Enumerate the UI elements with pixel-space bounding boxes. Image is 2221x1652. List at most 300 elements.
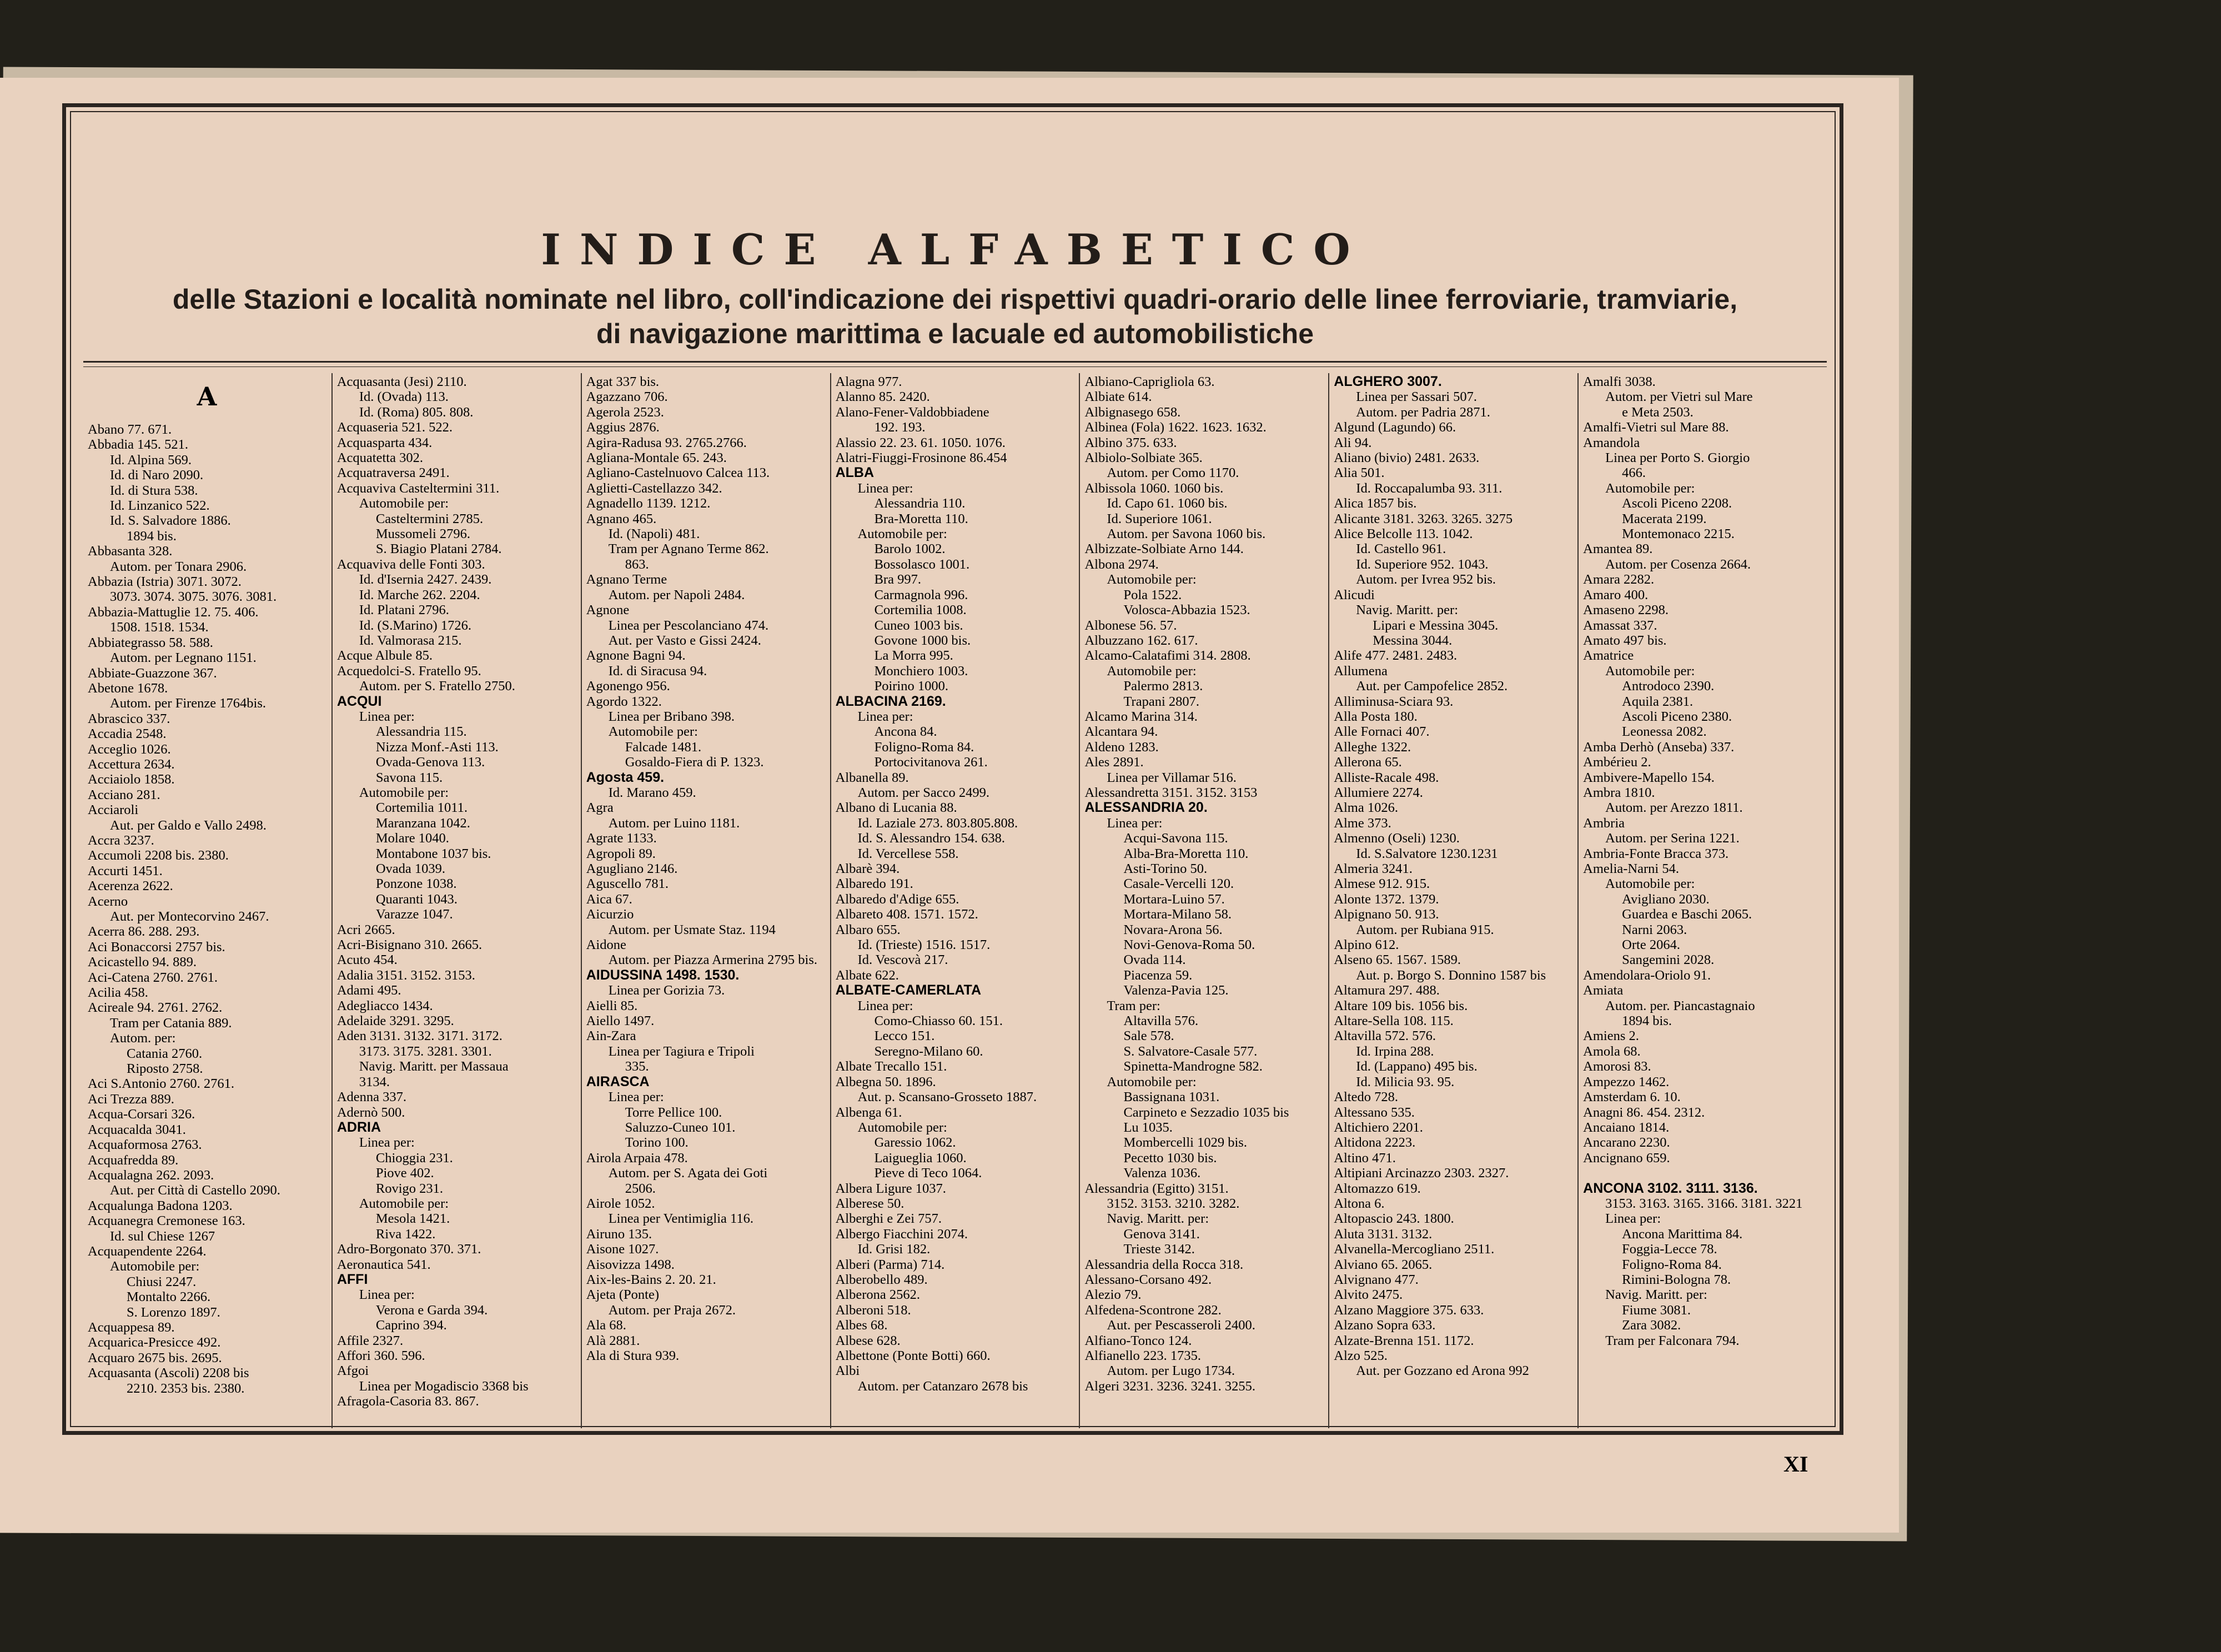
index-entry: 3134. — [359, 1074, 390, 1089]
index-entry: Albettone (Ponte Botti) 660. — [835, 1348, 991, 1363]
index-entry: Aldeno 1283. — [1084, 739, 1159, 755]
index-entry: Acquasanta (Ascoli) 2208 bis — [88, 1365, 249, 1381]
index-entry: Albaredo d'Adige 655. — [835, 891, 959, 907]
index-entry: Alle Fornaci 407. — [1334, 724, 1430, 740]
index-entry: Aci-Catena 2760. 2761. — [88, 970, 218, 985]
index-entry: Aggius 2876. — [586, 420, 660, 435]
index-entry: Messina 3044. — [1373, 632, 1453, 648]
index-entry: Autom. per Lugo 1734. — [1107, 1363, 1235, 1379]
index-entry: Albi — [835, 1363, 860, 1379]
index-entry: Albino 375. 633. — [1084, 435, 1177, 450]
index-entry: Albate Trecallo 151. — [835, 1059, 947, 1074]
index-entry: Alliminusa-Sciara 93. — [1334, 694, 1454, 709]
index-entry: 3152. 3153. 3210. 3282. — [1107, 1196, 1240, 1211]
index-entry: Acquaformosa 2763. — [88, 1137, 202, 1153]
index-entry: Accumoli 2208 bis. 2380. — [88, 848, 229, 863]
index-entry: Falcade 1481. — [625, 739, 702, 755]
index-entry: Ala di Stura 939. — [586, 1348, 680, 1363]
index-entry: Alvito 2475. — [1334, 1287, 1403, 1303]
index-entry: Amola 68. — [1583, 1043, 1641, 1059]
index-entry: Alatri-Fiuggi-Frosinone 86.454 — [835, 450, 1007, 466]
index-entry: Automobile per: — [1107, 663, 1197, 679]
index-column-2 — [331, 373, 581, 1428]
index-entry: Adegliacco 1434. — [336, 998, 433, 1013]
index-entry: Albanella 89. — [835, 770, 909, 785]
index-entry: Altessano 535. — [1334, 1104, 1415, 1120]
index-entry: Affile 2327. — [336, 1333, 404, 1348]
index-entry: Ancignano 659. — [1583, 1150, 1670, 1166]
index-entry: Montalto 2266. — [127, 1289, 211, 1305]
index-entry: Seregno-Milano 60. — [874, 1043, 983, 1059]
index-entry: Abetone 1678. — [88, 680, 168, 696]
index-entry: Acerno — [88, 893, 128, 909]
index-entry: Albuzzano 162. 617. — [1084, 632, 1198, 648]
index-entry: Spinetta-Mandrogne 582. — [1123, 1059, 1263, 1074]
index-entry: Barolo 1002. — [874, 541, 946, 557]
index-entry: Ala 68. — [586, 1318, 626, 1333]
index-entry: Autom. per Usmate Staz. 1194 — [608, 922, 776, 937]
index-entry: Acceglio 1026. — [88, 741, 171, 757]
index-entry: Agazzano 706. — [586, 389, 668, 405]
index-entry: Avigliano 2030. — [1622, 891, 1710, 907]
index-entry: Agliano-Castelnuovo Calcea 113. — [586, 465, 770, 481]
index-entry: Alassio 22. 23. 61. 1050. 1076. — [835, 435, 1006, 450]
index-entry: Mortara-Luino 57. — [1123, 891, 1225, 907]
index-column-6 — [1328, 373, 1577, 1428]
index-entry: Automobile per: — [857, 526, 947, 542]
index-entry: Genova 3141. — [1123, 1226, 1200, 1242]
index-entry: Acquappesa 89. — [88, 1319, 175, 1335]
index-entry: Altona 6. — [1334, 1196, 1385, 1211]
index-entry: Abbazia-Mattuglie 12. 75. 406. — [88, 604, 259, 620]
index-entry: Agonengo 956. — [586, 679, 670, 694]
index-heading: Agosta 459. — [586, 770, 665, 785]
index-entry: Laigueglia 1060. — [874, 1150, 967, 1166]
index-entry: Ambria-Fonte Bracca 373. — [1583, 846, 1729, 861]
index-entry: Alba-Bra-Moretta 110. — [1123, 846, 1249, 861]
index-entry: Portocivitanova 261. — [874, 755, 988, 770]
index-entry: Mussomeli 2796. — [375, 526, 471, 542]
index-entry: Acciano 281. — [88, 787, 160, 802]
index-entry: Altare-Sella 108. 115. — [1334, 1013, 1454, 1029]
index-entry: Alicudi — [1334, 587, 1375, 602]
index-entry: Id. Laziale 273. 803.805.808. — [857, 815, 1018, 831]
index-entry: Altare 109 bis. 1056 bis. — [1334, 998, 1468, 1013]
index-entry: Piacenza 59. — [1123, 967, 1193, 983]
index-entry: Alagna 977. — [835, 374, 902, 389]
index-entry: Anagni 86. 454. 2312. — [1583, 1104, 1705, 1120]
index-entry: Agnano 465. — [586, 511, 657, 526]
index-entry: Riva 1422. — [375, 1226, 436, 1242]
index-entry: Id. sul Chiese 1267 — [110, 1228, 215, 1244]
index-entry: Aci Trezza 889. — [88, 1091, 174, 1107]
index-entry: Id. Capo 61. 1060 bis. — [1107, 496, 1228, 511]
index-entry: 1894 bis. — [127, 528, 177, 544]
index-entry: Albiate 614. — [1084, 389, 1152, 405]
index-entry: Agnadello 1139. 1212. — [586, 496, 711, 511]
index-heading: ALESSANDRIA 20. — [1084, 800, 1208, 816]
index-entry: Leonessa 2082. — [1622, 724, 1707, 740]
index-entry: Autom. per Como 1170. — [1107, 465, 1239, 481]
index-entry: Amelia-Narni 54. — [1583, 861, 1679, 876]
index-entry: Abbazia (Istria) 3071. 3072. — [88, 574, 242, 590]
index-entry: Amandola — [1583, 435, 1640, 450]
index-entry: 466. — [1622, 465, 1646, 481]
index-entry: Acciaiolo 1858. — [88, 772, 175, 787]
index-entry: Acquedolci-S. Fratello 95. — [336, 663, 481, 679]
index-entry: Ali 94. — [1334, 435, 1372, 450]
index-entry: Guardea e Baschi 2065. — [1622, 907, 1752, 922]
index-entry: Navig. Maritt. per Massaua — [359, 1059, 509, 1074]
index-entry: Aut. per Montecorvino 2467. — [110, 909, 269, 924]
index-heading: AFFI — [336, 1272, 368, 1287]
index-entry: Autom. per: — [110, 1031, 176, 1046]
index-entry: Allumena — [1334, 663, 1388, 679]
index-entry: Alessano-Corsano 492. — [1084, 1272, 1212, 1287]
index-entry: Albaredo 191. — [835, 876, 913, 892]
index-entry: Altopascio 243. 1800. — [1334, 1211, 1454, 1227]
index-entry: Albegna 50. 1896. — [835, 1074, 936, 1089]
index-entry: Cuneo 1003 bis. — [874, 617, 963, 633]
index-entry: Albera Ligure 1037. — [835, 1181, 946, 1196]
index-entry: Id. di Naro 2090. — [110, 468, 204, 483]
index-entry: Alcamo Marina 314. — [1084, 709, 1198, 724]
index-entry: 1508. 1518. 1534. — [110, 620, 209, 635]
index-entry: Bassignana 1031. — [1123, 1089, 1220, 1105]
index-entry: Id. Irpina 288. — [1356, 1043, 1434, 1059]
index-entry: Autom. per Savona 1060 bis. — [1107, 526, 1266, 542]
index-entry: Agnone Bagni 94. — [586, 648, 686, 664]
index-entry: Ales 2891. — [1084, 755, 1144, 770]
index-entry: Alseno 65. 1567. 1589. — [1334, 952, 1461, 968]
index-entry: Autom. per Legnano 1151. — [110, 650, 257, 666]
index-entry: Montemonaco 2215. — [1622, 526, 1735, 542]
index-entry: Ambérieu 2. — [1583, 755, 1651, 770]
index-entry: 2210. 2353 bis. 2380. — [127, 1380, 245, 1396]
index-entry: Alberona 2562. — [835, 1287, 920, 1303]
index-entry: Ascoli Piceno 2380. — [1622, 709, 1732, 724]
index-entry: Almenno (Oseli) 1230. — [1334, 831, 1460, 846]
index-entry: Ponzone 1038. — [375, 876, 457, 892]
index-column-5 — [1079, 373, 1328, 1428]
index-entry: Automobile per: — [1605, 663, 1695, 679]
index-entry: Linea per: — [608, 1089, 664, 1105]
index-entry: Alleghe 1322. — [1334, 739, 1411, 755]
index-entry: Gosaldo-Fiera di P. 1323. — [625, 755, 764, 770]
index-entry: Torino 100. — [625, 1135, 689, 1151]
index-entry: Linea per: — [359, 1135, 415, 1151]
index-entry: Pieve di Teco 1064. — [874, 1166, 982, 1181]
index-entry: Maranzana 1042. — [375, 815, 470, 831]
index-entry: Alfianello 223. 1735. — [1084, 1348, 1202, 1363]
index-entry: Acri 2665. — [336, 922, 395, 937]
index-entry: Id. Marano 459. — [608, 785, 696, 800]
index-entry: Tram per Catania 889. — [110, 1015, 232, 1031]
index-entry: Abbadia 145. 521. — [88, 437, 188, 453]
index-entry: Id. Linzanico 522. — [110, 498, 210, 514]
index-entry: Autom. per Piazza Armerina 2795 bis. — [608, 952, 817, 968]
index-heading: ALBATE-CAMERLATA — [835, 983, 982, 998]
index-entry: Acqualunga Badona 1203. — [88, 1198, 233, 1213]
index-entry: Monchiero 1003. — [874, 663, 968, 679]
index-entry: Alviano 65. 2065. — [1334, 1257, 1433, 1272]
index-entry: Aeronautica 541. — [336, 1257, 431, 1272]
index-entry: Autom. per. Piancastagnaio — [1605, 998, 1755, 1013]
index-entry: Molare 1040. — [375, 831, 449, 846]
index-entry: Ampezzo 1462. — [1583, 1074, 1670, 1089]
index-entry: Aica 67. — [586, 891, 632, 907]
index-entry: Acicastello 94. 889. — [88, 955, 197, 970]
index-entry: Cortemilia 1011. — [375, 800, 468, 816]
index-entry: Autom. per Catanzaro 2678 bis — [857, 1378, 1028, 1394]
index-entry: Alme 373. — [1334, 815, 1391, 831]
index-entry: e Meta 2503. — [1622, 404, 1694, 420]
index-entry: Adami 495. — [336, 983, 401, 998]
index-entry: Linea per Gorizia 73. — [608, 983, 725, 998]
index-heading: AIDUSSINA 1498. 1530. — [586, 967, 740, 983]
index-entry: Poirino 1000. — [874, 679, 948, 694]
index-heading: ADRIA — [336, 1119, 381, 1135]
title-rule-thin — [83, 366, 1827, 367]
index-entry: Autom. per Sacco 2499. — [857, 785, 990, 800]
index-entry: Autom. per Cosenza 2664. — [1605, 556, 1751, 572]
index-entry: Automobile per: — [110, 1259, 200, 1274]
index-entry: Linea per Sassari 507. — [1356, 389, 1478, 405]
index-entry: Agat 337 bis. — [586, 374, 660, 389]
index-entry: Orte 2064. — [1622, 937, 1680, 953]
index-entry: Algeri 3231. 3236. 3241. 3255. — [1084, 1378, 1256, 1394]
index-entry: Id. d'Isernia 2427. 2439. — [359, 572, 492, 588]
index-entry: Chioggia 231. — [375, 1150, 453, 1166]
index-entry: Amiens 2. — [1583, 1028, 1639, 1044]
index-entry: Adalia 3151. 3152. 3153. — [336, 967, 475, 983]
index-entry: Id. Castello 961. — [1356, 541, 1446, 557]
index-entry: Id. (Trieste) 1516. 1517. — [857, 937, 991, 953]
index-entry: Albona 2974. — [1084, 556, 1159, 572]
index-entry: Verona e Garda 394. — [375, 1302, 488, 1318]
index-entry: Linea per Porto S. Giorgio — [1605, 450, 1750, 466]
index-entry: Aut. per Vasto e Gissi 2424. — [608, 632, 761, 648]
index-entry: Id. S. Alessandro 154. 638. — [857, 831, 1005, 846]
index-entry: Tram per Agnano Terme 862. — [608, 541, 769, 557]
index-entry: Savona 115. — [375, 770, 443, 785]
index-entry: Aix-les-Bains 2. 20. 21. — [586, 1272, 716, 1287]
index-entry: Aut. per Pescasseroli 2400. — [1107, 1318, 1255, 1333]
index-entry: Acqua-Corsari 326. — [88, 1107, 195, 1122]
index-entry: Acerra 86. 288. 293. — [88, 924, 200, 940]
index-entry: Autom. per Tonara 2906. — [110, 559, 247, 574]
index-entry: Alicante 3181. 3263. 3265. 3275 — [1334, 511, 1513, 526]
index-entry: Altino 471. — [1334, 1150, 1396, 1166]
index-entry: Bossolasco 1001. — [874, 556, 970, 572]
index-entry: Id. (Roma) 805. 808. — [359, 404, 474, 420]
index-entry: Aquila 2381. — [1622, 694, 1694, 709]
index-entry: Varazze 1047. — [375, 907, 453, 922]
index-entry: Autom. per Serina 1221. — [1605, 831, 1740, 846]
index-entry: Id. (Ovada) 113. — [359, 389, 449, 405]
index-entry: Affori 360. 596. — [336, 1348, 425, 1363]
index-entry: Agira-Radusa 93. 2765.2766. — [586, 435, 747, 450]
index-entry: Trieste 3142. — [1123, 1242, 1195, 1257]
index-entry: Aci S.Antonio 2760. 2761. — [88, 1076, 235, 1092]
index-entry: Casteltermini 2785. — [375, 511, 484, 526]
index-entry: S. Biagio Platani 2784. — [375, 541, 502, 557]
index-entry: Altidona 2223. — [1334, 1135, 1416, 1151]
index-entry: Albergo Fiacchini 2074. — [835, 1226, 968, 1242]
index-entry: Automobile per: — [359, 1196, 449, 1211]
index-entry: Automobile per: — [857, 1119, 947, 1135]
index-entry: Alvanella-Mercogliano 2511. — [1334, 1242, 1495, 1257]
index-entry: Autom. per Praja 2672. — [608, 1302, 736, 1318]
index-entry: Garessio 1062. — [874, 1135, 956, 1151]
index-entry: Alberese 50. — [835, 1196, 905, 1211]
index-heading: AIRASCA — [586, 1074, 650, 1089]
index-entry: Agerola 2523. — [586, 404, 664, 420]
index-entry: Albiano-Caprigliola 63. — [1084, 374, 1215, 389]
index-entry: Narni 2063. — [1622, 922, 1687, 937]
index-heading: ALGHERO 3007. — [1334, 374, 1442, 389]
index-entry: Ovada 114. — [1123, 952, 1186, 968]
subtitle-line-2: di navigazione marittima e lacuale ed automobilistiche — [596, 318, 1314, 349]
index-entry: Ain-Zara — [586, 1028, 636, 1044]
index-entry: Ovada-Genova 113. — [375, 755, 485, 770]
index-entry: Novara-Arona 56. — [1123, 922, 1223, 937]
index-entry: Mortara-Milano 58. — [1123, 907, 1232, 922]
index-entry: Acerenza 2622. — [88, 878, 173, 894]
index-entry: Alberoni 518. — [835, 1302, 911, 1318]
index-entry: Id. Vercellese 558. — [857, 846, 959, 861]
index-entry: Accadia 2548. — [88, 726, 167, 742]
index-entry: Adenna 337. — [336, 1089, 407, 1105]
index-entry: Accurti 1451. — [88, 863, 163, 878]
index-entry: Piove 402. — [375, 1166, 434, 1181]
index-entry: Acri-Bisignano 310. 2665. — [336, 937, 483, 953]
index-entry: Id. Grisi 182. — [857, 1242, 931, 1257]
index-entry: Acquaseria 521. 522. — [336, 420, 453, 435]
index-entry: Zara 3082. — [1622, 1318, 1681, 1333]
index-entry: Aci Bonaccorsi 2757 bis. — [88, 939, 225, 955]
index-entry: S. Lorenzo 1897. — [127, 1304, 220, 1320]
index-entry: Alessandria 115. — [375, 724, 467, 740]
index-entry: Id. (Napoli) 481. — [608, 526, 700, 542]
index-entry: Aisone 1027. — [586, 1242, 659, 1257]
index-entry: Id. (Lappano) 495 bis. — [1356, 1059, 1478, 1074]
index-entry: Alla Posta 180. — [1334, 709, 1418, 724]
index-entry: Aidone — [586, 937, 626, 953]
index-entry: Almese 912. 915. — [1334, 876, 1430, 892]
index-entry: Id. Roccapalumba 93. 311. — [1356, 480, 1503, 496]
index-entry: Alcamo-Calatafimi 314. 2808. — [1084, 648, 1251, 664]
index-entry: Acquaviva Casteltermini 311. — [336, 480, 500, 496]
index-entry: Pola 1522. — [1123, 587, 1182, 602]
index-entry: Aisovizza 1498. — [586, 1257, 675, 1272]
index-entry: Agrate 1133. — [586, 831, 657, 846]
index-entry: Agordo 1322. — [586, 694, 662, 709]
index-entry: Linea per: — [857, 709, 913, 724]
index-entry: Alano-Fener-Valdobbiadene — [835, 404, 989, 420]
index-entry: Catania 2760. — [127, 1046, 203, 1061]
index-entry: Cortemilia 1008. — [874, 602, 967, 618]
index-entry: Autom. per Arezzo 1811. — [1605, 800, 1743, 816]
index-entry: Linea per: — [359, 709, 415, 724]
index-entry: Amaseno 2298. — [1583, 602, 1669, 618]
index-entry: Amba Derhò (Anseba) 337. — [1583, 739, 1735, 755]
index-entry: 3173. 3175. 3281. 3301. — [359, 1043, 492, 1059]
index-entry: Acciaroli — [88, 802, 139, 818]
index-entry: Abbiate-Guazzone 367. — [88, 665, 217, 681]
index-entry: Acuto 454. — [336, 952, 398, 968]
index-entry: Amorosi 83. — [1583, 1059, 1651, 1074]
index-entry: Altavilla 576. — [1123, 1013, 1199, 1029]
index-entry: Id. Marche 262. 2204. — [359, 587, 480, 602]
index-entry: Albese 628. — [835, 1333, 901, 1348]
subtitle-line-1: delle Stazioni e località nominate nel libro, coll'indicazione dei rispettivi quadri-orario delle linee ferroviarie, tramviarie, — [172, 284, 1738, 315]
index-entry: Accettura 2634. — [88, 756, 175, 772]
index-entry: Autom. per S. Agata dei Goti — [608, 1166, 768, 1181]
index-entry: Pecetto 1030 bis. — [1123, 1150, 1217, 1166]
index-entry: Accra 3237. — [88, 832, 154, 848]
index-entry: Amaro 400. — [1583, 587, 1649, 602]
index-entry: Alpignano 50. 913. — [1334, 907, 1439, 922]
index-entry: Amiata — [1583, 983, 1624, 998]
index-entry: Carpineto e Sezzadio 1035 bis — [1123, 1104, 1289, 1120]
page-subtitle — [67, 282, 1843, 351]
index-entry: Linea per: — [359, 1287, 415, 1303]
index-entry: Id. Platani 2796. — [359, 602, 449, 618]
index-entry: Alberi (Parma) 714. — [835, 1257, 945, 1272]
index-entry: Aiello 1497. — [586, 1013, 655, 1029]
index-entry: Sangemini 2028. — [1622, 952, 1715, 968]
index-entry: Amatrice — [1583, 648, 1634, 664]
index-entry: Tram per Falconara 794. — [1605, 1333, 1740, 1348]
index-entry: Navig. Maritt. per: — [1356, 602, 1458, 618]
index-entry: Airuno 135. — [586, 1226, 652, 1242]
index-entry: Foggia-Lecce 78. — [1622, 1242, 1717, 1257]
index-entry: Bra-Moretta 110. — [874, 511, 968, 526]
index-entry: Acquasparta 434. — [336, 435, 433, 450]
index-entry: Albano di Lucania 88. — [835, 800, 957, 816]
index-entry: Lipari e Messina 3045. — [1373, 617, 1499, 633]
index-entry: Aut. p. Borgo S. Donnino 1587 bis — [1356, 967, 1546, 983]
index-entry: La Morra 995. — [874, 648, 953, 664]
index-entry: 1894 bis. — [1622, 1013, 1672, 1029]
index-entry: Ambria — [1583, 815, 1625, 831]
index-column-1 — [83, 373, 331, 1428]
index-entry: 335. — [625, 1059, 649, 1074]
index-entry: Id. Vescovà 217. — [857, 952, 948, 968]
index-entry: Autom. per Luino 1181. — [608, 815, 740, 831]
index-entry: Alessandria della Rocca 318. — [1084, 1257, 1244, 1272]
index-entry: Casale-Vercelli 120. — [1123, 876, 1234, 892]
index-entry: Albignasego 658. — [1084, 404, 1181, 420]
index-entry: Albizzate-Solbiate Arno 144. — [1084, 541, 1244, 557]
index-entry: Linea per Mogadiscio 3368 bis — [359, 1378, 529, 1394]
index-entry: Aut. p. Scansano-Grosseto 1887. — [857, 1089, 1037, 1105]
index-entry: Alzano Maggiore 375. 633. — [1334, 1302, 1484, 1318]
index-entry: Aguscello 781. — [586, 876, 669, 892]
index-entry: Amalfi 3038. — [1583, 374, 1656, 389]
index-entry: Quaranti 1043. — [375, 891, 458, 907]
index-entry: Volosca-Abbazia 1523. — [1123, 602, 1250, 618]
index-entry: Riposto 2758. — [127, 1061, 203, 1077]
index-entry: Abbasanta 328. — [88, 544, 173, 559]
index-entry: Ancarano 2230. — [1583, 1135, 1670, 1151]
index-entry: Alfedena-Scontrone 282. — [1084, 1302, 1222, 1318]
index-entry: Altichiero 2201. — [1334, 1119, 1423, 1135]
index-entry: Almeria 3241. — [1334, 861, 1413, 876]
index-entry: Afragola-Casoria 83. 867. — [336, 1394, 479, 1409]
index-entry: Autom. per Ivrea 952 bis. — [1356, 572, 1496, 588]
